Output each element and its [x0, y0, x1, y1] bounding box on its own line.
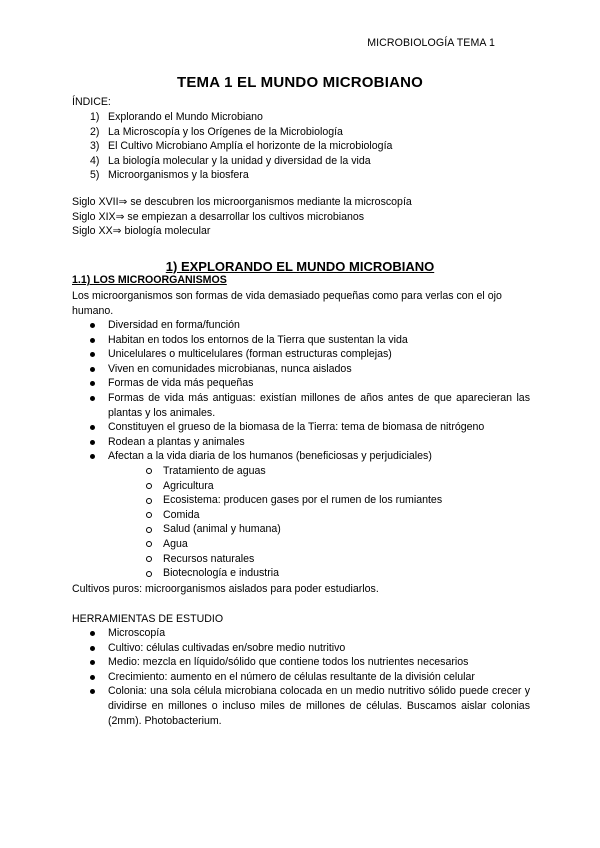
sublist-item: Agricultura [146, 479, 530, 494]
sublist-item: Biotecnología e industria [146, 566, 530, 581]
sublist-item: Comida [146, 508, 530, 523]
list-item: Unicelulares o multicelulares (forman estructuras complejas) [90, 347, 530, 362]
bullet-icon [90, 352, 95, 357]
intro-paragraph: Los microorganismos son formas de vida demasiado pequeñas como para verlas con el ojo humano. [72, 290, 502, 317]
list-item: Habitan en todos los entornos de la Tierra que sustentan la vida [90, 333, 530, 348]
bullet-icon [90, 646, 95, 651]
index-item: 3) El Cultivo Microbiano Amplía el horizonte de la microbiología [90, 140, 393, 153]
index-item: 5) Microorganismos y la biosfera [90, 169, 249, 182]
index-item: 1) Explorando el Mundo Microbiano [90, 111, 263, 123]
circle-bullet-icon [146, 527, 152, 533]
century-line: Siglo XVII⇒ se descubren los microorganismos mediante la microscopía [72, 196, 412, 208]
list-item: Colonia: una sola célula microbiana colocada en un medio nutritivo sólido puede crecer y dividirse en millones o incluso miles de millones de células. Buscamos aislar colonias (2mm). Photobacterium. [90, 684, 530, 728]
tools-list [90, 626, 530, 728]
subsection-title: 1.1) LOS MICROORGANISMOS [72, 274, 227, 286]
running-header: MICROBIOLOGÍA TEMA 1 [367, 37, 495, 49]
list-item: Viven en comunidades microbianas, nunca aislados [90, 362, 530, 377]
microorganism-traits-list [90, 318, 530, 581]
index-item: 2) La Microscopía y los Orígenes de la Microbiología [90, 125, 343, 138]
list-item: Afectan a la vida diaria de los humanos (beneficiosas y perjudiciales) Tratamiento de aguas Agricultura Ecosistema: producen gases por el rumen de los rumiantes Comida Salud (animal y humana) Agua Recursos naturales Biotecnología e industria [90, 449, 530, 580]
list-item: Rodean a plantas y animales [90, 435, 530, 450]
sublist-item: Recursos naturales [146, 552, 530, 567]
index-list [90, 110, 392, 183]
sublist-item: Tratamiento de aguas [146, 464, 530, 479]
index-label: ÍNDICE: [72, 96, 111, 108]
bullet-icon [90, 381, 95, 386]
sublist-item: Ecosistema: producen gases por el rumen de los rumiantes [146, 493, 530, 508]
bullet-icon [90, 367, 95, 372]
bullet-icon [90, 440, 95, 445]
index-item: 4) La biología molecular y la unidad y diversidad de la vida [90, 154, 371, 167]
circle-bullet-icon [146, 571, 152, 577]
sublist-item: Salud (animal y humana) [146, 522, 530, 537]
pure-cultures-paragraph: Cultivos puros: microorganismos aislados para poder estudiarlos. [72, 583, 379, 595]
circle-bullet-icon [146, 483, 152, 489]
list-item: Cultivo: células cultivadas en/sobre medio nutritivo [90, 641, 530, 656]
list-item: Microscopía [90, 626, 530, 641]
section-title: 1) EXPLORANDO EL MUNDO MICROBIANO [165, 259, 435, 274]
tools-heading: HERRAMIENTAS DE ESTUDIO [72, 613, 224, 625]
list-item: Diversidad en forma/función [90, 318, 530, 333]
bullet-icon [90, 660, 95, 665]
circle-bullet-icon [146, 556, 152, 562]
circle-bullet-icon [146, 498, 152, 504]
bullet-icon [90, 454, 95, 459]
list-item: Medio: mezcla en líquido/sólido que contiene todos los nutrientes necesarios [90, 655, 530, 670]
list-item: Constituyen el grueso de la biomasa de la Tierra: tema de biomasa de nitrógeno [90, 420, 530, 435]
bullet-icon [90, 323, 95, 328]
bullet-icon [90, 689, 95, 694]
bullet-icon [90, 338, 95, 343]
century-line: Siglo XX⇒ biología molecular [72, 225, 211, 238]
circle-bullet-icon [146, 512, 152, 518]
circle-bullet-icon [146, 541, 152, 547]
bullet-icon [90, 396, 95, 401]
list-item: Crecimiento: aumento en el número de células resultante de la división celular [90, 670, 530, 685]
circle-bullet-icon [146, 468, 152, 474]
century-line: Siglo XIX⇒ se empiezan a desarrollar los cultivos microbianos [72, 210, 365, 223]
centuries-list [72, 195, 412, 239]
bullet-icon [90, 631, 95, 636]
sublist-item: Agua [146, 537, 530, 552]
bullet-icon [90, 675, 95, 680]
page-title: TEMA 1 EL MUNDO MICROBIANO [176, 74, 424, 91]
bullet-icon [90, 425, 95, 430]
impact-sublist [108, 464, 530, 581]
list-item: Formas de vida más pequeñas [90, 376, 530, 391]
list-item: Formas de vida más antiguas: existían millones de años antes de que aparecieran las plantas y los animales. [90, 391, 530, 420]
